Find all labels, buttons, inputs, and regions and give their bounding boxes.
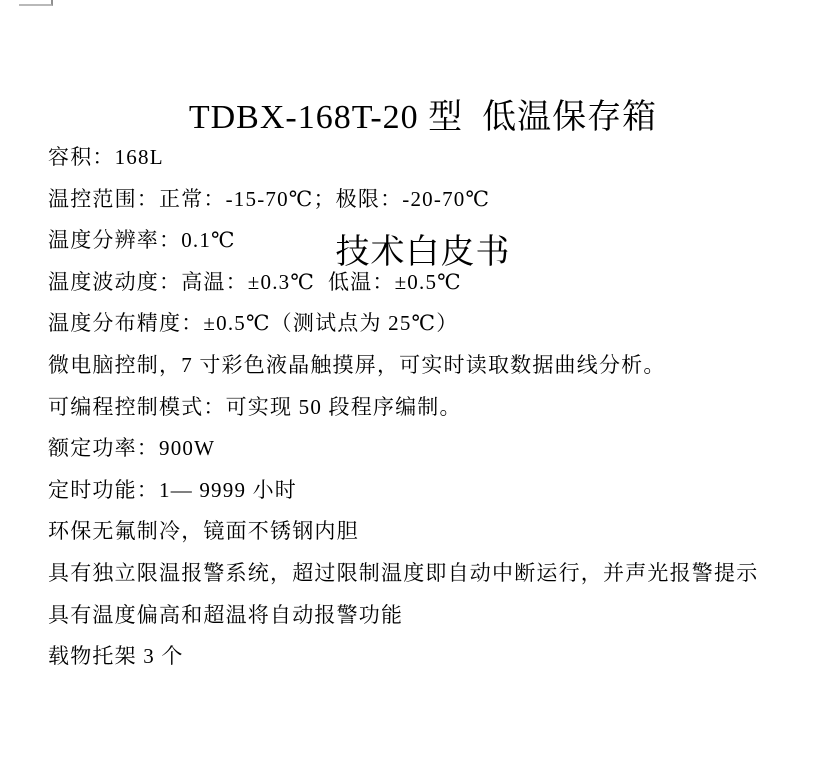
spec-line-timer: 定时功能：1— 9999 小时	[48, 477, 297, 502]
spec-line-temp-range: 温控范围：正常：-15-70℃；极限：-20-70℃	[48, 186, 491, 211]
spec-line-shelves: 载物托架 3 个	[48, 644, 184, 669]
spec-line-limit-alarm: 具有独立限温报警系统，超过限制温度即自动中断运行，并声光报警提示	[48, 560, 759, 585]
spec-line-programmable: 可编程控制模式：可实现 50 段程序编制。	[48, 394, 462, 419]
spec-line-capacity: 容积：168L	[48, 145, 164, 169]
spec-line-fluctuation: 温度波动度：高温：±0.3℃ 低温：±0.5℃	[48, 269, 462, 294]
spec-line-resolution: 温度分辨率：0.1℃	[48, 228, 236, 253]
spec-line-overtemp-alarm: 具有温度偏高和超温将自动报警功能	[48, 602, 404, 627]
spec-line-refrigeration: 环保无氟制冷，镜面不锈钢内胆	[48, 519, 359, 544]
spec-line-controller: 微电脑控制，7 寸彩色液晶触摸屏，可实时读取数据曲线分析。	[48, 352, 666, 377]
document-title-line1: TDBX-168T-20 型 低温保存箱	[188, 99, 658, 136]
spec-list	[48, 137, 798, 678]
document-title-line2: 技术白皮书	[335, 234, 511, 271]
spec-line-rated-power: 额定功率：900W	[48, 436, 216, 461]
spec-line-uniformity: 温度分布精度：±0.5℃（测试点为 25℃）	[48, 311, 459, 336]
